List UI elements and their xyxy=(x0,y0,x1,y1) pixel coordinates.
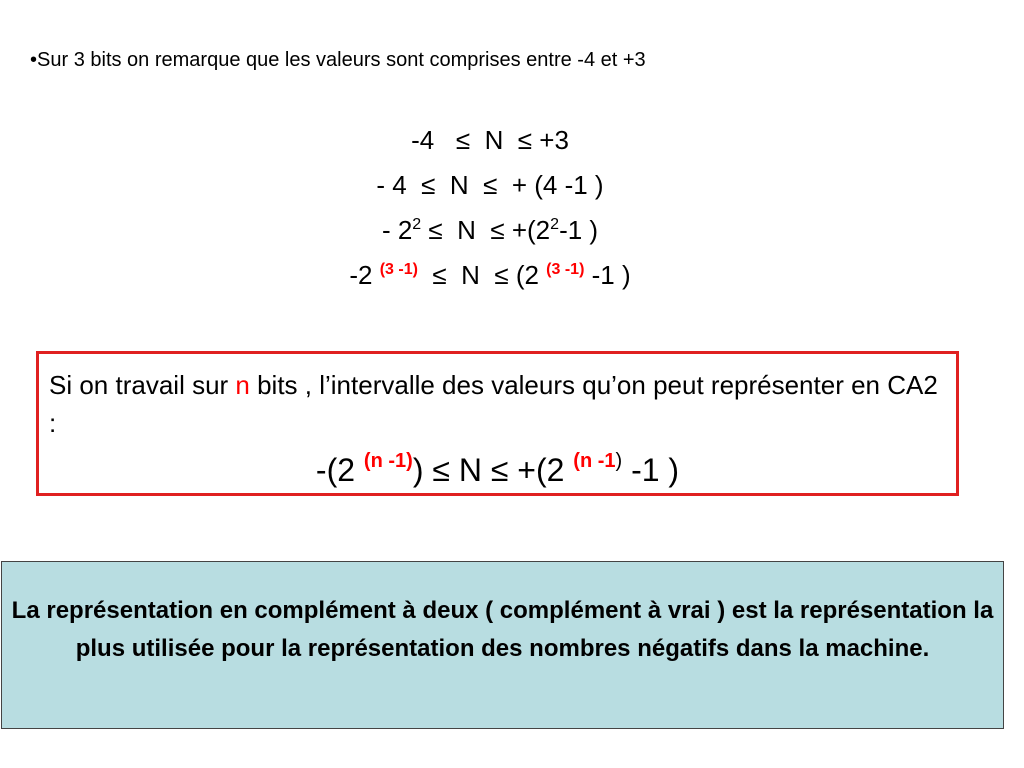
statement-text-before: Si on travail sur xyxy=(49,370,236,400)
formula-exponent-b-close: ) xyxy=(615,450,623,472)
equation-4-part-c: -1 ) xyxy=(584,260,631,290)
formula-exponent-a: (n -1) xyxy=(363,450,413,472)
statement-text-after: bits , l’intervalle des valeurs qu’on peut représenter en CA2 : xyxy=(49,370,938,438)
formula-part-a: -(2 xyxy=(315,452,364,488)
equation-3-part-b: ≤ N ≤ +(2 xyxy=(421,215,551,245)
equations-block xyxy=(0,118,980,298)
equation-3-part-a: - 2 xyxy=(381,215,413,245)
equation-line-1: -4 ≤ N ≤ +3 xyxy=(411,125,569,155)
equation-4-exponent-b: (3 -1) xyxy=(546,261,585,278)
bullet-line xyxy=(30,48,646,72)
formula-part-b: ) ≤ N ≤ +(2 xyxy=(412,452,574,488)
variable-n: n xyxy=(235,370,250,400)
equation-3-exponent-a: 2 xyxy=(412,216,422,233)
formula-exponent-b: (n -1 xyxy=(573,450,616,472)
bullet-marker: • xyxy=(30,49,38,71)
equation-3-part-c: -1 ) xyxy=(559,215,599,245)
formula-part-c: -1 ) xyxy=(622,452,680,488)
equation-line-2: - 4 ≤ N ≤ + (4 -1 ) xyxy=(376,170,604,200)
bullet-text: Sur 3 bits on remarque que les valeurs sont comprises entre -4 et +3 xyxy=(37,49,646,71)
equation-3-exponent-b: 2 xyxy=(550,216,560,233)
equation-4-part-a: -2 xyxy=(349,260,380,290)
equation-4-part-b: ≤ N ≤ (2 xyxy=(417,260,547,290)
equation-line-4 xyxy=(0,253,980,298)
conclusion-box xyxy=(1,561,1004,729)
equation-4-exponent-a: (3 -1) xyxy=(379,261,418,278)
conclusion-text: La représentation en complément à deux ( complément à vrai ) est la représentation la plus utilisée pour la représentation des nombres négatifs dans la machine. xyxy=(11,597,994,662)
general-formula-statement xyxy=(49,366,944,442)
general-formula xyxy=(39,450,956,490)
equation-line-3 xyxy=(0,208,980,253)
general-formula-box xyxy=(36,351,959,496)
